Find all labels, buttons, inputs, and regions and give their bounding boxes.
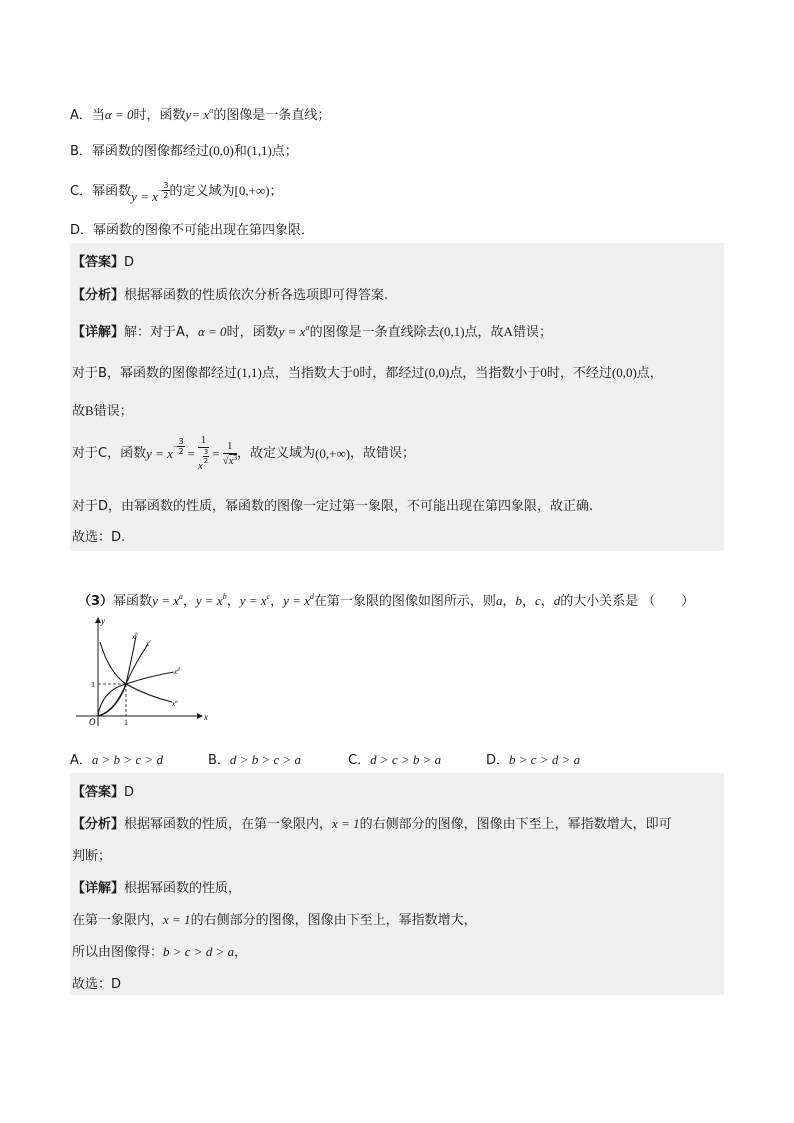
q3-option-d bbox=[486, 749, 580, 768]
question-number: （3） bbox=[78, 594, 114, 609]
option-b-post: 点； bbox=[271, 144, 298, 159]
exp-num: 3 bbox=[178, 436, 184, 446]
option-ref: B bbox=[85, 403, 94, 418]
exp-num: 3 bbox=[163, 180, 169, 190]
option-d-text: D．幂函数的图像不可能出现在第四象限． bbox=[70, 223, 315, 238]
math-eq: = bbox=[187, 446, 195, 461]
detail-text: 点，当指数小于 bbox=[449, 366, 541, 381]
detail-text: 错误； bbox=[93, 404, 133, 419]
detail-text: ，故定义域为 bbox=[237, 446, 316, 461]
detail-text: 对于 bbox=[72, 446, 99, 461]
fraction-one-over-sqrt bbox=[223, 441, 237, 467]
analysis-line-1 bbox=[72, 813, 672, 832]
math-domain: (0,+∞) bbox=[315, 446, 351, 461]
option-b bbox=[70, 140, 298, 159]
option-c bbox=[70, 180, 283, 205]
math-x: x bbox=[197, 460, 203, 472]
option-ref: C bbox=[98, 446, 108, 461]
detail-line-4 bbox=[72, 435, 415, 472]
detail-text: 所以由图像得： bbox=[72, 945, 164, 960]
sqrt-radicand bbox=[229, 454, 237, 467]
solution-block-1 bbox=[70, 243, 724, 551]
detail-line-1 bbox=[72, 321, 552, 340]
q3-option-b bbox=[208, 749, 301, 768]
comma: ， bbox=[521, 594, 535, 609]
detail-text: ，幂函数的图像都经过 bbox=[106, 366, 237, 381]
detail-text: ，故错误； bbox=[350, 446, 416, 461]
curve-label-c: $x^c$ bbox=[146, 640, 152, 648]
option-b-label: B．幂函数的图像都经过 bbox=[70, 144, 209, 159]
math-sup: b bbox=[222, 592, 227, 601]
exponent-neg-three-halves bbox=[158, 182, 170, 200]
detail-text: 时，不经过 bbox=[546, 366, 612, 381]
math-zero: 0 bbox=[540, 365, 547, 380]
exp-sign: − bbox=[172, 442, 178, 451]
analysis-line bbox=[72, 284, 388, 303]
detail-text: 故 bbox=[72, 404, 86, 419]
math-func: y = x bbox=[239, 593, 267, 608]
exp-den: 2 bbox=[178, 446, 184, 456]
detail-text: 对于 bbox=[72, 499, 99, 514]
exp-sign: − bbox=[157, 186, 163, 195]
x-axis-label: x bbox=[204, 712, 208, 722]
math-sup: a bbox=[178, 592, 183, 601]
detail-text: 解：对于 bbox=[124, 325, 177, 340]
math-x-eq-1: x = 1 bbox=[163, 912, 191, 927]
math-sup: c bbox=[266, 592, 271, 601]
math-point: (0,0) bbox=[611, 365, 637, 380]
detail-text: 的右侧部分的图像，图像由下至上，幂指数增大， bbox=[190, 913, 477, 928]
y-tick-1: 1 bbox=[91, 680, 95, 689]
option-a bbox=[70, 104, 330, 123]
math-point: (1,1) bbox=[236, 365, 262, 380]
option-expr: d > b > c > a bbox=[229, 752, 302, 767]
math-func: y = x bbox=[195, 593, 223, 608]
option-label: B． bbox=[208, 753, 230, 768]
answer-label: 【答案】 bbox=[72, 785, 125, 800]
sqrt-icon: √ bbox=[222, 454, 229, 467]
analysis-text: 根据幂函数的性质，在第一象限内， bbox=[124, 817, 333, 832]
option-label: D． bbox=[486, 753, 510, 768]
analysis-label: 【分析】 bbox=[72, 817, 125, 832]
comma: ， bbox=[270, 594, 284, 609]
comma: ， bbox=[184, 325, 198, 340]
analysis-text: 判断； bbox=[72, 849, 112, 864]
question-text: 的大小关系是 bbox=[560, 594, 639, 609]
math-point: (0,0) bbox=[424, 365, 450, 380]
comma: ， bbox=[540, 594, 554, 609]
comma: ， bbox=[502, 594, 516, 609]
math-zero: 0 bbox=[352, 365, 360, 380]
math-func: y = x bbox=[278, 324, 306, 339]
math-sup-alpha: α bbox=[209, 106, 214, 115]
curve-label-a: $x^a$ bbox=[172, 700, 178, 708]
option-b-and: 和 bbox=[233, 144, 247, 159]
q3-option-c bbox=[348, 749, 441, 768]
exponent-neg-three-halves bbox=[173, 438, 185, 456]
option-ref: A bbox=[503, 324, 513, 339]
q3-option-a bbox=[70, 749, 163, 768]
detail-line-2 bbox=[72, 909, 477, 928]
math-func: y = x bbox=[283, 593, 310, 608]
math-y: y bbox=[185, 107, 192, 122]
origin-label: O bbox=[89, 717, 96, 727]
math-point: (0,1) bbox=[439, 324, 465, 339]
curve-a bbox=[100, 642, 172, 702]
answer-bracket: （ ） bbox=[642, 594, 695, 609]
conclusion-text: 故选：D. bbox=[72, 530, 126, 545]
detail-text: 点， bbox=[636, 366, 663, 381]
comma: ， bbox=[226, 594, 240, 609]
analysis-label: 【分析】 bbox=[72, 288, 125, 303]
math-eq: = bbox=[212, 446, 220, 461]
detail-line-5 bbox=[72, 495, 593, 514]
solution-block-3 bbox=[70, 773, 724, 995]
detail-line-4 bbox=[72, 973, 121, 992]
option-d bbox=[70, 219, 314, 238]
comma: ， bbox=[182, 594, 196, 609]
math-sup: α bbox=[305, 323, 310, 332]
detail-text: 时，都经过 bbox=[359, 366, 425, 381]
option-expr: a > b > c > d bbox=[91, 752, 163, 767]
exp-den: 2 bbox=[203, 457, 209, 465]
math-point-00: (0,0) bbox=[208, 143, 234, 158]
analysis-line-2 bbox=[72, 845, 111, 864]
option-ref: B bbox=[98, 366, 107, 381]
analysis-text: 根据幂函数的性质依次分析各选项即可得答案. bbox=[124, 288, 389, 303]
math-var: b bbox=[515, 593, 522, 608]
curve-label-b: $x^b$ bbox=[132, 633, 138, 641]
detail-line-3 bbox=[72, 400, 133, 419]
detail-text: 时，函数 bbox=[226, 325, 279, 340]
detail-text: ，函数 bbox=[107, 446, 147, 461]
math-domain: [0,+∞) bbox=[234, 183, 270, 198]
answer-label: 【答案】 bbox=[72, 255, 125, 270]
answer-line bbox=[72, 251, 134, 270]
answer-value: D bbox=[124, 785, 135, 800]
math-x: = x bbox=[140, 189, 158, 204]
curve-label-d: $x^d$ bbox=[174, 668, 180, 676]
question-3-stem bbox=[78, 590, 694, 609]
math-alpha-zero: α = 0 bbox=[104, 107, 134, 122]
y-axis-label: y bbox=[101, 616, 105, 626]
math-var: d bbox=[553, 593, 561, 608]
detail-line-6 bbox=[72, 526, 125, 545]
math-sup: d bbox=[309, 592, 314, 601]
detail-line-3 bbox=[72, 941, 247, 960]
exp-num: 3 bbox=[203, 448, 209, 456]
detail-line-1 bbox=[72, 877, 241, 896]
option-c-text: 的定义域为 bbox=[169, 184, 235, 199]
detail-text: 错误； bbox=[512, 325, 552, 340]
x-tick-1: 1 bbox=[124, 718, 128, 727]
detail-text: 根据幂函数的性质， bbox=[124, 881, 242, 896]
detail-label: 【详解】 bbox=[72, 881, 125, 896]
power-function-graph bbox=[70, 612, 210, 730]
conclusion-text: 故选：D bbox=[72, 977, 122, 992]
detail-line-2 bbox=[72, 362, 663, 381]
option-a-label: A．当 bbox=[70, 108, 105, 123]
option-a-text: 时，函数 bbox=[133, 108, 186, 123]
option-label: A． bbox=[70, 753, 92, 768]
detail-text: ， bbox=[234, 945, 248, 960]
math-x: x bbox=[228, 454, 234, 467]
math-x: = x bbox=[191, 107, 210, 122]
option-c-post: ； bbox=[269, 184, 283, 199]
frac-num: 1 bbox=[223, 441, 237, 454]
detail-text: 的图像是一条直线除去 bbox=[309, 325, 440, 340]
option-expr: b > c > d > a bbox=[509, 752, 581, 767]
math-func: y = x bbox=[146, 446, 173, 461]
detail-text: 对于 bbox=[72, 366, 99, 381]
question-text: 幂函数 bbox=[113, 594, 153, 609]
detail-text: 在第一象限内， bbox=[72, 913, 164, 928]
option-expr: d > c > b > a bbox=[370, 752, 442, 767]
math-var: a bbox=[495, 593, 503, 608]
option-label: C． bbox=[348, 753, 371, 768]
answer-line bbox=[72, 781, 134, 800]
frac-den bbox=[198, 448, 209, 472]
exp-den: 2 bbox=[163, 190, 169, 200]
option-ref: A bbox=[176, 325, 185, 340]
option-ref: D bbox=[98, 499, 109, 514]
frac-den bbox=[223, 454, 237, 467]
detail-label: 【详解】 bbox=[72, 325, 125, 340]
detail-text: ，由幂函数的性质，幂函数的图像一定过第一象限，不可能出现在第四象限，故正确. bbox=[108, 499, 594, 514]
math-point-11: (1,1) bbox=[246, 143, 272, 158]
math-x-eq-1: x = 1 bbox=[332, 816, 360, 831]
frac-num: 1 bbox=[198, 435, 209, 448]
answer-value: D bbox=[124, 255, 135, 270]
question-text: 在第一象限的图像如图所示，则 bbox=[313, 594, 496, 609]
math-alpha-zero: α = 0 bbox=[197, 324, 227, 339]
math-y: y bbox=[131, 189, 137, 204]
option-a-post: 的图像是一条直线； bbox=[213, 108, 331, 123]
math-var: c bbox=[534, 593, 541, 608]
fraction-one-over-x-power bbox=[198, 435, 209, 472]
detail-text: 点，当指数大于 bbox=[261, 366, 353, 381]
math-sup: 3 bbox=[233, 453, 238, 462]
math-func: y = x bbox=[152, 593, 179, 608]
math-inequality: b > c > d > a bbox=[163, 944, 235, 959]
analysis-text: 的右侧部分的图像，图像由下至上，幂指数增大，即可 bbox=[359, 817, 672, 832]
option-c-label: C．幂函数 bbox=[70, 184, 132, 199]
detail-text: 点，故 bbox=[464, 325, 504, 340]
